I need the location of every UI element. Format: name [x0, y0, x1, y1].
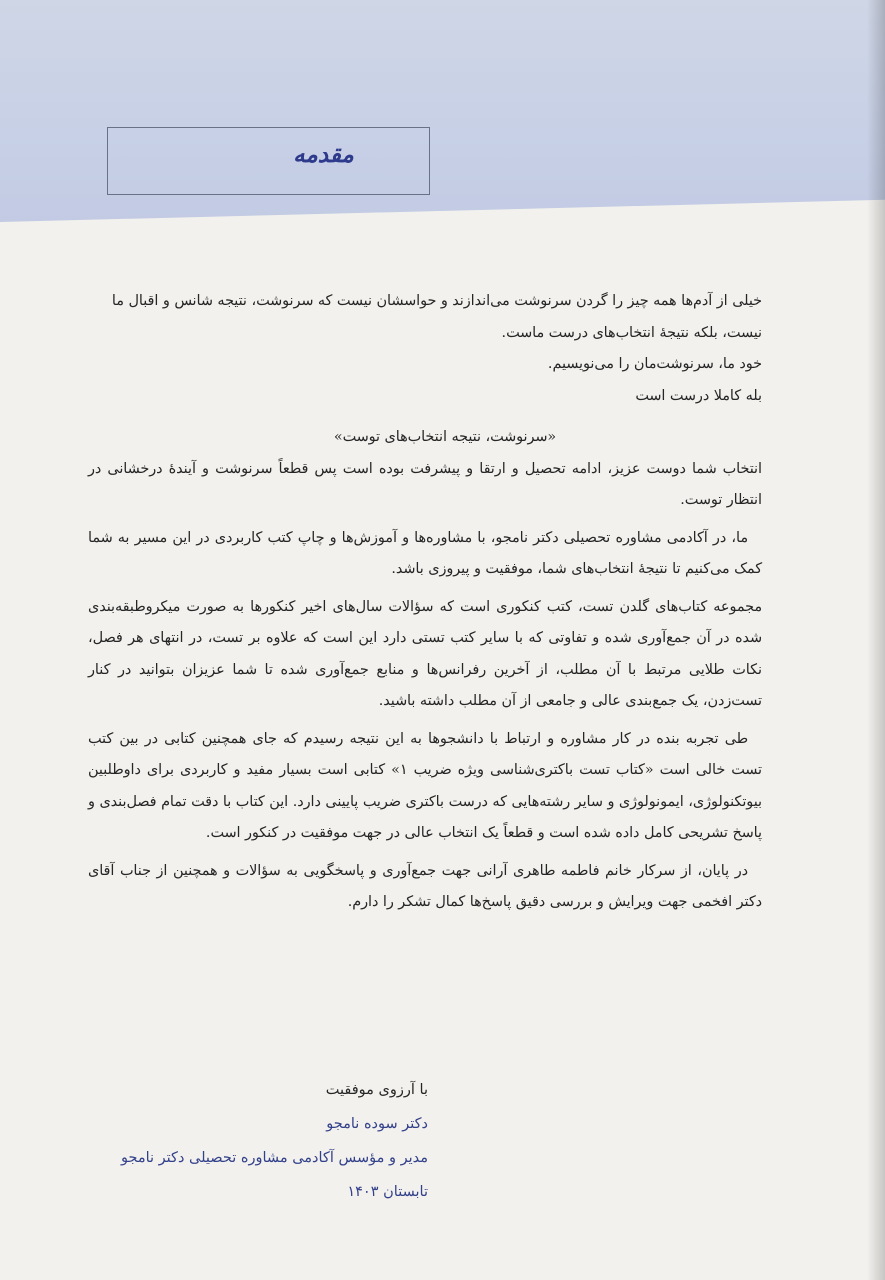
paragraph-1-line-1: خیلی از آدم‌ها همه چیز را گردن سرنوشت می‌اندازند و حواسشان نیست که سرنوشت، نتیجه شانس و اقبال ما [111, 293, 762, 309]
paragraph-5: ما، در آکادمی مشاوره تحصیلی دکتر نامجو، با مشاوره‌ها و آموزش‌ها و چاپ کتب کاربردی در این مسیر به شما کمک می‌کنیم تا نتیجهٔ انتخاب‌های شما، موفقیت و پیروزی باشد. [88, 529, 762, 577]
signature-wish: با آرزوی موفقیت [325, 1082, 428, 1098]
page-title: مقدمه [293, 142, 354, 168]
introduction-body [88, 286, 762, 919]
paragraph-6: مجموعه کتاب‌های گلدن تست، کتب کنکوری است که سؤالات سال‌های اخیر کنکورها به صورت میکروطبقه‌بندی شده در آن جمع‌آوری شده و تفاوتی که با سایر کتب تستی دارد این است که علاوه بر تست، در انتهای هر فصل، نکات طلایی مرتبط با آن مطلب، از آخرین رفرانس‌ها و منابع جمع‌آوری شده تا شما عزیزان بتوانید در کنار تست‌زدن، یک جمع‌بندی عالی و جامعی از آن مطلب داشته باشید. [88, 598, 762, 709]
quote: «سرنوشت، نتیجه انتخاب‌های توست» [333, 429, 557, 445]
paragraph-7: طی تجربه بنده در کار مشاوره و ارتباط با دانشجوها به این نتیجه رسیدم که جای همچنین کتابی در بین کتب تست خالی است «کتاب تست باکتری‌شناسی ویژه ضریب ۱» کتابی است بسیار مفید و کاربردی برای داوطلبین بیوتکنولوژی، ایمونولوژی و سایر رشته‌هایی که درست باکتری ضریب پایینی دارد. این کتاب با دقت تمام فصل‌بندی و پاسخ تشریحی کامل داده شده است و قطعاً یک انتخاب عالی در جهت موفقیت در کنکور است. [88, 730, 762, 841]
signature-name: دکتر سوده نامجو [326, 1116, 428, 1132]
paragraph-8: در پایان، از سرکار خانم فاطمه طاهری آرانی جهت جمع‌آوری و پاسخگویی به سؤالات و همچنین از جناب آقای دکتر افخمی جهت ویرایش و بررسی دقیق پاسخ‌ها کمال تشکر را دارم. [88, 862, 762, 910]
page-edge-shadow [867, 0, 885, 1280]
signature-role: مدیر و مؤسس آکادمی مشاوره تحصیلی دکتر نامجو [121, 1150, 428, 1166]
paragraph-2: خود ما، سرنوشت‌مان را می‌نویسیم. [547, 356, 762, 372]
paragraph-4: انتخاب شما دوست عزیز، ادامه تحصیل و ارتقا و پیشرفت بوده است پس قطعاً سرنوشت و آیندهٔ درخشانی در انتظار توست. [88, 460, 762, 508]
title-box [107, 127, 430, 195]
signature-block [88, 1073, 428, 1209]
signature-date: تابستان ۱۴۰۳ [347, 1184, 428, 1200]
paragraph-3: بله کاملا درست است [635, 387, 762, 404]
paragraph-1-line-2: نیست، بلکه نتیجهٔ انتخاب‌های درست ماست. [501, 324, 762, 341]
